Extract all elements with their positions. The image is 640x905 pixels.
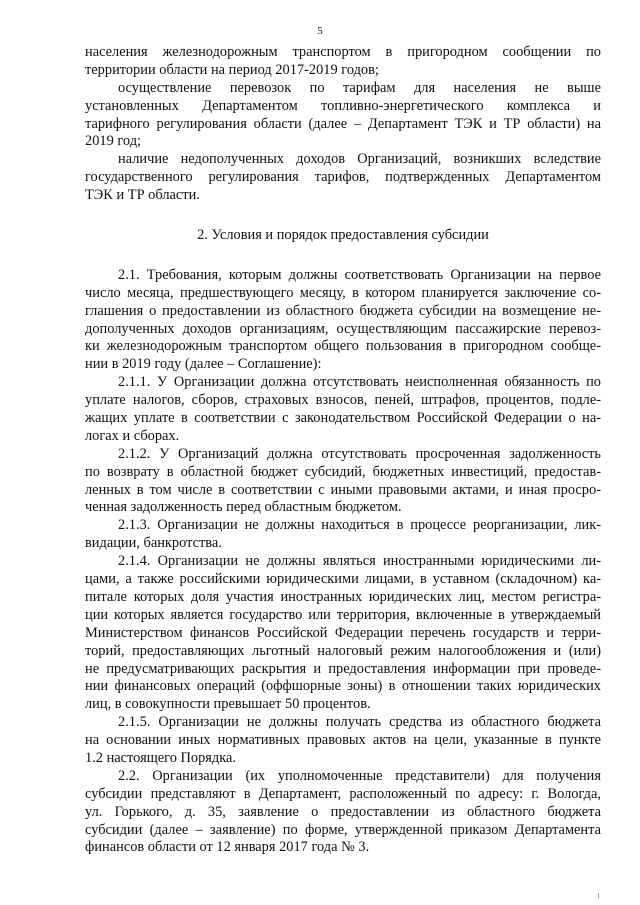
text-line: Министерством финансов Российской Федерации перечень государств и терри-	[85, 624, 601, 641]
text-line: 2.1.1. У Организации должна отсутствовать неисполненная обязанность по	[118, 374, 601, 391]
text-line: ции которых является государство или территория, включенные в утверждаемый	[85, 606, 601, 623]
document-body	[85, 44, 601, 857]
text-line: видации, банкротства.	[85, 535, 222, 552]
paragraph-continuation	[85, 44, 601, 80]
text-line: субсидии представляют в Департамент, расположенный по адресу: г. Вологда,	[85, 785, 601, 802]
text-line: 1.2 настоящего Порядка.	[85, 749, 236, 766]
text-line: уплате налогов, сборов, страховых взносов, пеней, штрафов, процентов, подле-	[85, 392, 601, 409]
text-line: ул. Горького, д. 35, заявление о предоставлении из областного бюджета	[85, 803, 601, 820]
text-line: населения железнодорожным транспортом в пригородном сообщении по	[85, 44, 601, 60]
text-line: ТЭК и ТР области.	[85, 187, 200, 204]
text-line: территории области на период 2017-2019 годов;	[85, 61, 379, 78]
spacer	[85, 205, 601, 227]
text-line: нии финансовых операций (оффшорные зоны) в отношении таких юридических	[85, 678, 601, 695]
text-line: субсидии (далее – заявление) по форме, утвержденной приказом Департамента	[85, 821, 601, 838]
paragraph-2-1-2	[85, 446, 601, 518]
text-line: наличие недополученных доходов Организаций, возникших вследствие	[118, 151, 601, 168]
text-line: ки железнодорожным транспортом общего пользования в пригородном сообще-	[85, 338, 601, 355]
paragraph-2-2	[85, 768, 601, 857]
text-line: на основании иных нормативных правовых актов на цели, указанные в пункте	[85, 732, 601, 749]
text-line: питале которых доля участия иностранных юридических лиц, местом регистра-	[85, 588, 601, 605]
text-line: жащих уплате в соответствии с законодательством Российской Федерации о на-	[85, 410, 601, 427]
text-line: нии в 2019 году (далее – Соглашение):	[85, 356, 322, 373]
scan-mark	[598, 893, 599, 898]
text-line: 2.1.2. У Организаций должна отсутствовать просроченная задолженность	[118, 445, 601, 462]
text-line: 2.1.5. Организации не должны получать средства из областного бюджета	[118, 714, 601, 731]
text-line: 2.1.4. Организации не должны являться иностранными юридическими ли-	[118, 553, 601, 570]
text-line: дополученных доходов организациям, осуществляющим пассажирские перевоз-	[85, 320, 601, 337]
paragraph-tariffs	[85, 80, 601, 152]
text-line: 2.1. Требования, которым должны соответствовать Организации на первое	[118, 266, 601, 283]
page-number: 5	[317, 25, 323, 37]
text-line: ченная задолженность перед областным бюджетом.	[85, 499, 402, 516]
text-line: логах и сборах.	[85, 427, 180, 444]
paragraph-2-1-1	[85, 374, 601, 446]
paragraph-2-1-5	[85, 714, 601, 768]
text-line: тарифного регулирования области (далее – Департамент ТЭК и ТР области) на	[85, 115, 601, 132]
text-line: 2.1.3. Организации не должны находиться в процессе реорганизации, лик-	[118, 517, 601, 534]
text-line: глашения о предоставлении из областного бюджета субсидии на возмещение не-	[85, 302, 601, 319]
text-line: не предусматривающих раскрытия и предоставления информации при проведе-	[85, 660, 601, 677]
text-line: 2.2. Организации (их уполномоченные представители) для получения	[118, 767, 601, 784]
section-heading: 2. Условия и порядок предоставления субсидии	[197, 227, 489, 244]
text-line: государственного регулирования тарифов, подтвержденных Департаментом	[85, 169, 601, 186]
text-line: 2019 год;	[85, 133, 142, 150]
text-line: финансов области от 12 января 2017 года № 3.	[85, 839, 370, 856]
paragraph-lost-income	[85, 151, 601, 205]
paragraph-2-1	[85, 267, 601, 374]
paragraph-2-1-3	[85, 517, 601, 553]
text-line: число месяца, предшествующего месяцу, в котором планируется заключение со-	[85, 284, 601, 301]
text-line: торий, предоставляющих льготный налоговый режим налогообложения и (или)	[85, 642, 601, 659]
paragraph-2-1-4	[85, 553, 601, 714]
text-line: установленных Департаментом топливно-энергетического комплекса и	[85, 97, 601, 114]
text-line: по возврату в областной бюджет субсидий, бюджетных инвестиций, предостав-	[85, 463, 601, 480]
text-line: осуществление перевозок по тарифам для населения не выше	[118, 79, 601, 96]
text-line: цами, а также российскими юридическими лицами, в уставном (складочном) ка-	[85, 571, 601, 588]
text-line: лиц, в совокупности превышает 50 процентов.	[85, 696, 371, 713]
text-line: ленных в том числе в соответствии с иными правовыми актами, и иная просро-	[85, 481, 601, 498]
spacer	[85, 245, 601, 267]
